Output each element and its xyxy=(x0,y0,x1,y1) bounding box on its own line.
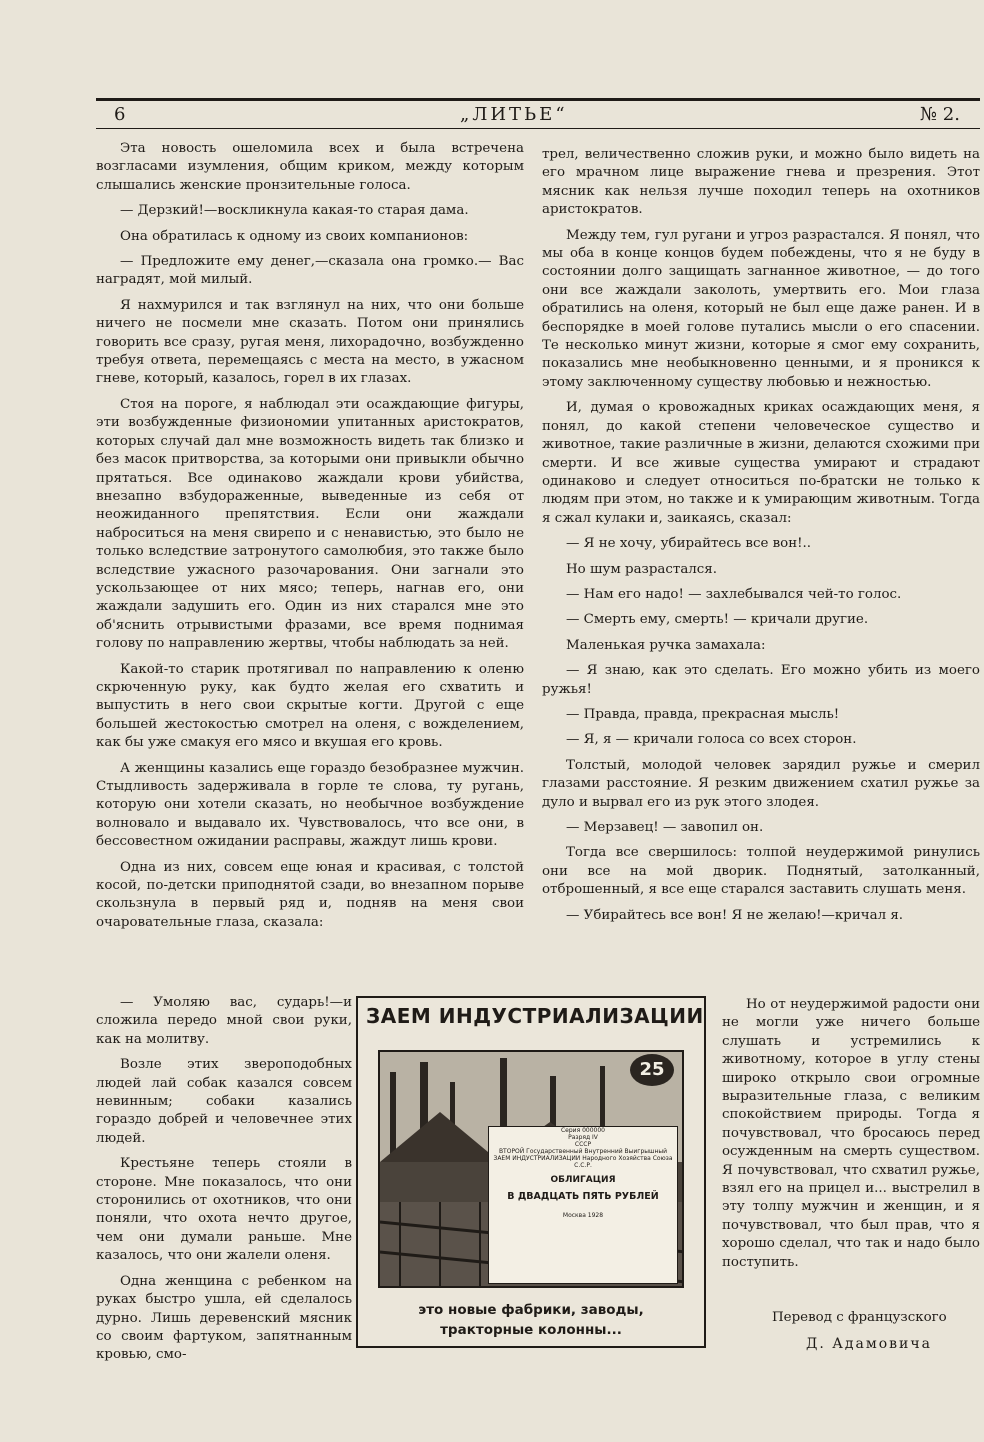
ad-caption xyxy=(358,1300,704,1340)
industrialization-loan-advertisement xyxy=(356,996,706,1348)
left-column-text xyxy=(96,140,524,939)
paragraph: Я нахмурился и так взглянул на них, что они больше ничего не посмели мне сказать. Потом они принялись говорить все сразу, ругая меня, лихорадочно, возбужденно требуя ответа, перемещаясь с места на место, в ужасном гневе, который, казалось, горел в их глазах. xyxy=(96,297,524,387)
paragraph: Эта новость ошеломила всех и была встречена возгласами изумления, общим криком, между которым слышались женские пронзительные голоса. xyxy=(96,141,524,193)
paragraph: Между тем, гул ругани и угроз разрастался. Я понял, что мы оба в конце концов будем побеждены, что я не буду в состоянии долго защищать загнанное животное, — до того они все жаждали заколоть, умертвить его. Мои глаза обратились на оленя, который не был еще даже ранен. И в беспорядке в моей голове путались мысли о его спасении. Те несколько минут жизни, которые я смог ему сохранить, показались мне необыкновенно ценными, и я проникся к этому заключенному существу любовью и нежностью. xyxy=(542,227,980,390)
paragraph: — Я, я — кричали голоса со всех сторон. xyxy=(566,732,857,748)
paragraph: — Нам его надо! — захлебывался чей-то голос. xyxy=(566,586,902,602)
bond-nominal: В ДВАДЦАТЬ ПЯТЬ РУБЛЕЙ xyxy=(507,1191,659,1202)
paragraph: Какой-то старик протягивал по направлению к оленю скрюченную руку, как будто желая его схватить и выпустить в него свои скрытые когти. Другой с еще большей жестокостью смотрел на оленя, с вожделением, как бы уже смакуя его мясо и вкушая его кровь. xyxy=(96,661,524,751)
paragraph: — Умоляю вас, сударь!—и сложила передо мной свои руки, как на молитву. xyxy=(96,995,352,1047)
paragraph: Но шум разрастался. xyxy=(566,561,718,577)
paragraph: — Я не хочу, убирайтесь все вон!.. xyxy=(566,536,812,552)
paragraph: И, думая о кровожадных криках осаждающих меня, я понял, до какой степени человеческое существо и животное, такие различные в жизни, делаются схожими при смерти. И все живые существа умирают и страдают одинаково и следует относиться по-братски не только к людям при этом, но также и к умирающим животным. Тогда я сжал кулаки и, заикаясь, сказал: xyxy=(542,400,980,526)
bond-line1: ВТОРОЙ Государственный Внутренний Выигрышный xyxy=(498,1148,668,1155)
header-bottom-rule xyxy=(96,128,980,129)
ad-title: ЗАЕМ ИНДУСТРИАЛИЗАЦИИ xyxy=(366,1004,704,1028)
ad-caption-line2: тракторные колонны... xyxy=(440,1322,622,1338)
paragraph: — Дерзкий!—воскликнула какая-то старая дама. xyxy=(120,203,469,219)
publication-title: „ЛИТЬЕ“ xyxy=(460,104,568,125)
left-bottom-column-text xyxy=(96,994,352,1372)
paragraph: Толстый, молодой человек зарядил ружье и смерил глазами расстояние. Я резким движением схатил ружье за дуло и вырвал его из рук этого злодея. xyxy=(542,757,980,810)
ad-caption-line1: это новые фабрики, заводы, xyxy=(418,1302,644,1318)
header-top-rule xyxy=(96,98,980,101)
paragraph: Возле этих звероподобных людей лай собак казался совсем невинным; собаки казались гораздо добрей и человечнее этих людей. xyxy=(96,1057,352,1146)
paragraph: Крестьяне теперь стояли в стороне. Мне показалось, что они сторонились от охотников, что они поняли, что охота нечто другое, чем они думали раньше. Мне казалось, что они жалели оленя. xyxy=(96,1156,352,1264)
bond-razryad: Разряд IV xyxy=(568,1134,598,1141)
paragraph: трел, величественно сложив руки, и можно было видеть на его мрачном лице выражение гнева и презрения. Этот мясник как нельзя лучше походил теперь на охотников аристократов. xyxy=(542,147,980,218)
paragraph: — Правда, правда, прекрасная мысль! xyxy=(566,706,840,722)
issue-number: № 2. xyxy=(920,104,960,125)
paragraph: Тогда все свершилось: толпой неудержимой ринулись они все на мой дворик. Поднятый, затолканный, отброшенный, я все еще старался заставить слушать меня. xyxy=(542,845,980,898)
paragraph: Одна из них, совсем еще юная и красивая, с толстой косой, по-детски приподнятой сзади, во внезапном порыве скользнула в первый ряд и, подняв на меня свои очаровательные глаза, сказала: xyxy=(96,859,524,930)
bond-type: ОБЛИГАЦИЯ xyxy=(550,1175,616,1185)
right-bottom-column-text xyxy=(722,996,980,1279)
bond-series: Серия 000000 xyxy=(560,1127,605,1134)
translator-name: Д. Адамовича xyxy=(806,1336,932,1352)
right-column-text xyxy=(542,146,980,932)
paragraph: Маленькая ручка замахала: xyxy=(566,637,766,653)
paragraph: А женщины казались еще гораздо безобразнее мужчин. Стыдливость задерживала в горле те слова, ту ругань, которую они хотели сказать, но необычное возбуждение волновало и выдавало их. Чувствовалось, что все они, в бессовестном ожидании расправы, жаждут лишь крови. xyxy=(96,760,524,850)
bond-certificate xyxy=(488,1126,678,1284)
page-number: 6 xyxy=(114,104,126,125)
paragraph: Но от неудержимой радости они не могли уже ничего больше слушать и устремились к животному, которое в углу стены широко открыло свои огромные выразительные глаза, с великим спокойствием природы. Тогда я почувствовал, что бросаюсь перед осужденным на смерть существом. Я почувствовал, что схватил ружье, взял его на прицел и... выстрелил в эту толпу мужчин и женщин, и я почувствовал, что был прав, что я хорошо сделал, что так и надо было поступить. xyxy=(722,997,980,1270)
denomination-badge: 25 xyxy=(630,1054,674,1086)
paragraph: — Смерть ему, смерть! — кричали другие. xyxy=(566,612,869,628)
ad-illustration xyxy=(378,1050,684,1288)
translation-credit: Перевод с французского xyxy=(772,1310,947,1325)
bond-ussr: СССР xyxy=(574,1141,592,1148)
bond-city: Москва 1928 xyxy=(562,1212,604,1219)
paragraph: — Убирайтесь все вон! Я не желаю!—кричал я. xyxy=(566,907,904,923)
paragraph: — Я знаю, как это сделать. Его можно убить из моего ружья! xyxy=(542,663,980,697)
paragraph: Одна женщина с ребенком на руках быстро ушла, ей сделалось дурно. Лишь деревенский мясник со своим фартуком, запятнанным кровью, смо- xyxy=(96,1273,352,1363)
paragraph: Она обратилась к одному из своих компанионов: xyxy=(120,228,469,244)
paragraph: Стоя на пороге, я наблюдал эти осаждающие фигуры, эти возбужденные физиономии упитанных аристократов, которых случай дал мне возможность видеть так близко и без масок притворства, за которыми они привыкли обычно прятаться. Все одинаково жаждали крови убийства, внезапно взбудораженные, выведенные из себя от неожиданного препятствия. Если они жаждали наброситься на меня свирепо и с ненавистью, это было не только вследствие затронутого самолюбия, это также было вследствие ужасного разочарования. Они загнали это ускользающее от них мясо; теперь, нагнав его, они жаждали задушить его. Один из них старался мне это об'яснить отрывистыми фразами, все время поднимая голову по направлению жертвы, чтобы наблюдать за ней. xyxy=(96,396,524,652)
bond-line2: ЗАЕМ ИНДУСТРИАЛИЗАЦИИ Народного Хозяйства Союза С.С.Р. xyxy=(493,1155,673,1169)
paragraph: — Предложите ему денег,—сказала она громко.— Вас наградят, мой милый. xyxy=(96,254,524,288)
paragraph: — Мерзавец! — завопил он. xyxy=(566,820,764,835)
